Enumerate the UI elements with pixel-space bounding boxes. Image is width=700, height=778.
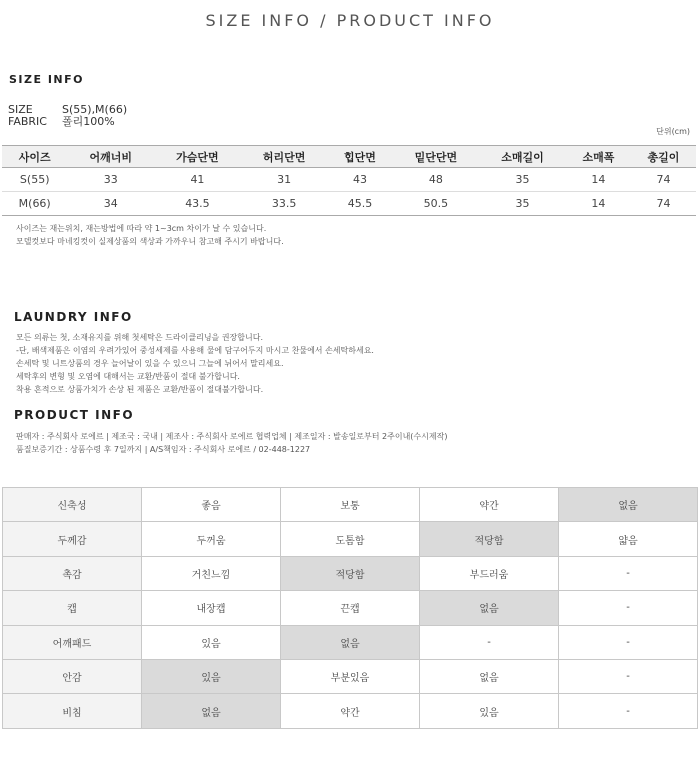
size-cell: 14 — [566, 192, 631, 216]
property-option: - — [559, 625, 698, 659]
property-row — [3, 488, 698, 522]
property-option: 약간 — [420, 488, 559, 522]
size-note: 사이즈는 재는위치, 재는방법에 따라 약 1~3cm 차이가 날 수 있습니다. — [16, 224, 267, 233]
property-row — [3, 556, 698, 590]
size-cell: 31 — [241, 168, 328, 192]
laundry-notes — [16, 331, 374, 396]
property-option: 부드러움 — [420, 556, 559, 590]
laundry-line: 착용 흔적으로 상품가치가 손상 된 제품은 교환/반품이 절대불가합니다. — [16, 385, 264, 394]
product-line: 판매자 : 주식회사 로에르 | 제조국 : 국내 | 제조사 : 주식회사 로에르 협력업체 | 제조일자 : 발송일로부터 2주이내(수시제작) — [16, 432, 448, 441]
property-option: 도톰함 — [281, 522, 420, 556]
size-cell: 74 — [631, 168, 696, 192]
page-title: SIZE INFO / PRODUCT INFO — [205, 11, 495, 30]
property-label: 비침 — [3, 694, 142, 728]
size-label: SIZE — [8, 103, 33, 116]
laundry-line: 모든 의류는 첫, 소재유지를 위해 첫세탁은 드라이클리닝을 권장합니다. — [16, 333, 263, 342]
size-column-header: 소매길이 — [479, 146, 566, 168]
size-column-header: 소매폭 — [566, 146, 631, 168]
property-option-selected: 적당함 — [281, 556, 420, 590]
size-info-heading: SIZE INFO — [9, 73, 84, 86]
size-column-header: 힙단면 — [327, 146, 392, 168]
property-row — [3, 694, 698, 728]
size-cell: 43 — [327, 168, 392, 192]
size-cell: 35 — [479, 192, 566, 216]
property-row — [3, 659, 698, 693]
property-option: 좋음 — [142, 488, 281, 522]
size-column-header: 어깨너비 — [67, 146, 154, 168]
size-column-header: 허리단면 — [241, 146, 328, 168]
property-row — [3, 591, 698, 625]
unit-label: 단위(cm) — [656, 127, 690, 136]
property-option-selected: 없음 — [281, 625, 420, 659]
fabric-value: 폴리100% — [62, 115, 115, 128]
property-option: 약간 — [281, 694, 420, 728]
property-row — [3, 625, 698, 659]
property-option: 두꺼움 — [142, 522, 281, 556]
size-column-header: 사이즈 — [2, 146, 67, 168]
size-cell: M(66) — [2, 192, 67, 216]
property-option-selected: 없음 — [142, 694, 281, 728]
property-label: 촉감 — [3, 556, 142, 590]
property-label: 캡 — [3, 591, 142, 625]
size-cell: S(55) — [2, 168, 67, 192]
property-option-selected: 적당함 — [420, 522, 559, 556]
size-cell: 34 — [67, 192, 154, 216]
size-table-header — [2, 146, 696, 168]
laundry-line: 세탁후의 변형 및 오염에 대해서는 교환/반품이 절대 불가합니다. — [16, 372, 240, 381]
property-option: 있음 — [420, 694, 559, 728]
size-row — [2, 192, 696, 216]
property-label: 어깨패드 — [3, 625, 142, 659]
size-cell: 74 — [631, 192, 696, 216]
size-note: 모델컷보다 마네킹컷이 실제상품의 색상과 가까우니 참고해 주시기 바랍니다. — [16, 237, 284, 246]
property-option: 부분있음 — [281, 659, 420, 693]
product-line: 품질보증기간 : 상품수령 후 7일까지 | A/S책임자 : 주식회사 로에르 / 02-448-1227 — [16, 445, 311, 454]
property-option: 있음 — [142, 625, 281, 659]
size-cell: 33.5 — [241, 192, 328, 216]
property-option-selected: 없음 — [420, 591, 559, 625]
size-cell: 48 — [393, 168, 480, 192]
property-label: 신축성 — [3, 488, 142, 522]
property-option-selected: 있음 — [142, 659, 281, 693]
property-option: - — [559, 591, 698, 625]
property-option: 내장캡 — [142, 591, 281, 625]
size-value: S(55),M(66) — [62, 103, 128, 116]
size-row — [2, 168, 696, 192]
property-option: 얇음 — [559, 522, 698, 556]
property-option: - — [420, 625, 559, 659]
size-column-header: 총길이 — [631, 146, 696, 168]
property-table — [2, 487, 698, 729]
laundry-info-heading: LAUNDRY INFO — [14, 310, 133, 324]
product-notes — [16, 430, 447, 456]
size-column-header: 가슴단면 — [154, 146, 241, 168]
size-notes — [16, 222, 284, 248]
size-cell: 45.5 — [327, 192, 392, 216]
property-option: - — [559, 556, 698, 590]
property-option: 없음 — [420, 659, 559, 693]
laundry-line: 손세탁 및 니트상품의 경우 늘어날이 있을 수 있으니 그늘에 뉘어서 말리세요. — [16, 359, 284, 368]
product-info-heading: PRODUCT INFO — [14, 408, 135, 422]
size-cell: 43.5 — [154, 192, 241, 216]
property-option: 끈캡 — [281, 591, 420, 625]
size-cell: 35 — [479, 168, 566, 192]
laundry-line: -단, 배색제품은 이염의 우려가있어 중성세제를 사용해 물에 담구어두지 마시고 찬물에서 손세탁하세요. — [16, 346, 374, 355]
size-table — [2, 145, 696, 216]
fabric-label: FABRIC — [8, 115, 47, 128]
property-option: - — [559, 659, 698, 693]
property-option-selected: 없음 — [559, 488, 698, 522]
size-spec — [8, 104, 127, 128]
property-label: 안감 — [3, 659, 142, 693]
property-option: - — [559, 694, 698, 728]
property-row — [3, 522, 698, 556]
property-option: 보통 — [281, 488, 420, 522]
size-cell: 14 — [566, 168, 631, 192]
property-label: 두께감 — [3, 522, 142, 556]
size-cell: 41 — [154, 168, 241, 192]
size-cell: 33 — [67, 168, 154, 192]
size-column-header: 밑단단면 — [393, 146, 480, 168]
property-option: 거친느낌 — [142, 556, 281, 590]
size-cell: 50.5 — [393, 192, 480, 216]
